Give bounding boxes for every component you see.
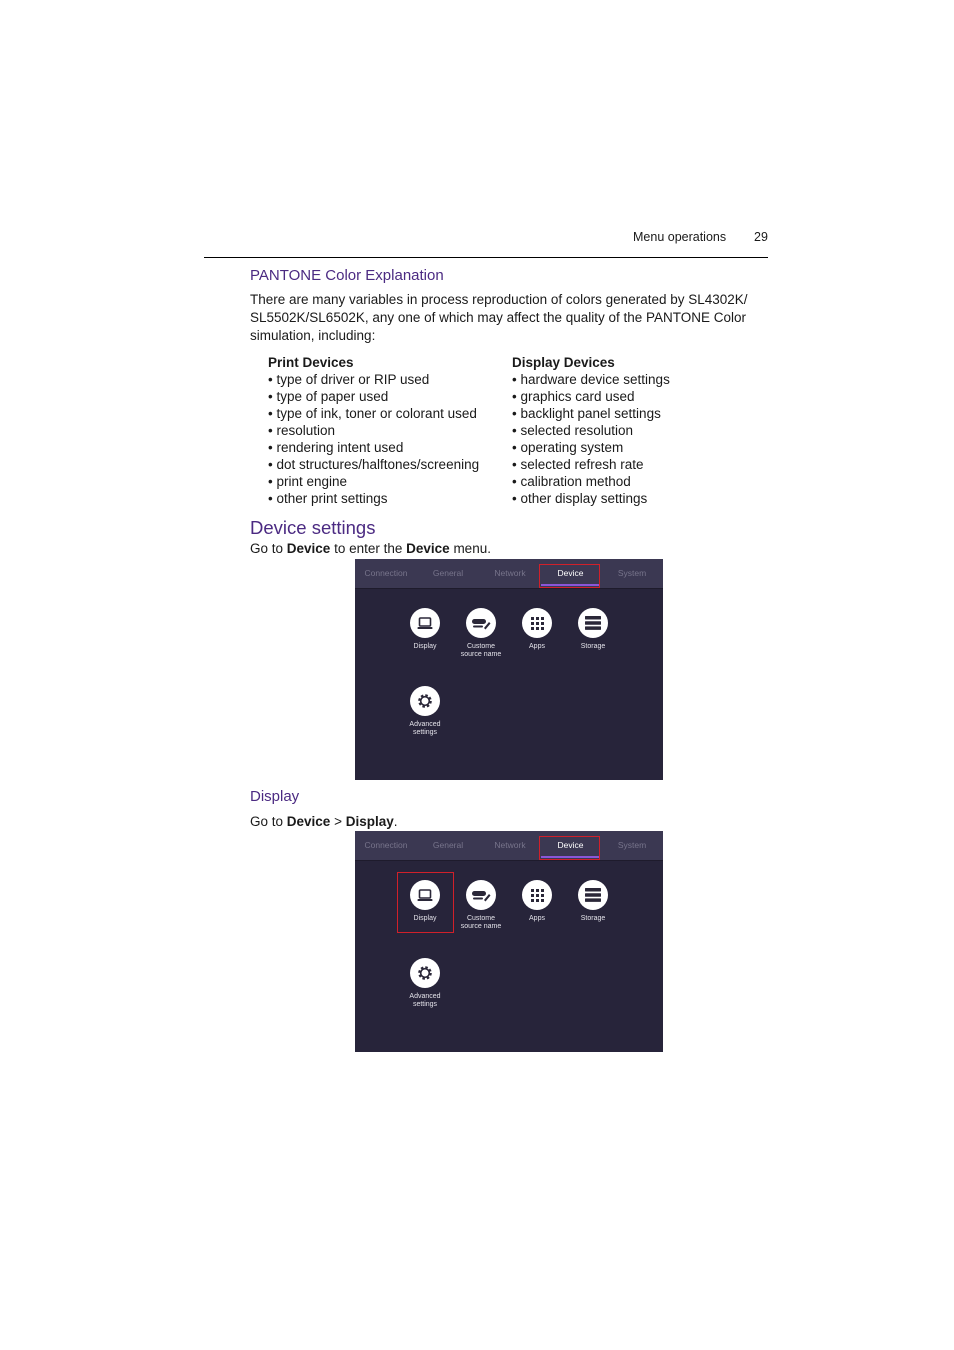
tile-display[interactable] [395, 880, 455, 923]
tile-label: Apps [529, 915, 545, 922]
list-item: • calibration method [512, 473, 670, 490]
instruction-bold: Device [286, 541, 331, 556]
device-settings-heading: Device settings [250, 517, 376, 538]
list-item: • backlight panel settings [512, 405, 670, 422]
intro-line: SL5502K/SL6502K, any one of which may affect the quality of the PANTONE Color [250, 309, 747, 325]
list-item: • graphics card used [512, 388, 670, 405]
tile-apps[interactable] [507, 880, 567, 923]
tile-apps[interactable] [507, 608, 567, 651]
tile-label-line: source name [460, 651, 502, 658]
print-devices-heading: Print Devices [268, 355, 354, 370]
pantone-intro [250, 291, 750, 345]
tile-storage[interactable] [563, 608, 623, 651]
list-item: • resolution [268, 422, 479, 439]
tile-label-line: Custome [466, 915, 495, 922]
tile-label-line: Advanced [409, 993, 441, 1000]
tab-network[interactable]: Network [494, 840, 526, 850]
tile-label: Apps [529, 643, 545, 650]
header-divider [204, 257, 768, 258]
list-item: • type of driver or RIP used [268, 371, 479, 388]
list-item: • hardware device settings [512, 371, 670, 388]
tile-label: Storage [580, 643, 606, 650]
tile-custom-source-name[interactable] [451, 608, 511, 659]
tile-label [395, 993, 455, 1009]
tile-label: Display [413, 915, 437, 922]
tile-custom-source-name[interactable] [451, 880, 511, 931]
apps-grid-icon [522, 880, 552, 910]
tab-network[interactable]: Network [494, 568, 526, 578]
intro-line: There are many variables in process reproduction of colors generated by SL4302K/ [250, 292, 748, 307]
gear-icon [410, 958, 440, 988]
tab-connection[interactable]: Connection [364, 568, 408, 578]
list-item: • other print settings [268, 490, 479, 507]
tile-label-line: settings [412, 729, 438, 736]
instruction-bold: Device [406, 541, 450, 556]
tile-storage[interactable] [563, 880, 623, 923]
laptop-icon [410, 608, 440, 638]
running-header-section: Menu operations [633, 230, 727, 244]
storage-icon [578, 880, 608, 910]
tile-label: Display [413, 643, 437, 650]
list-item: • type of paper used [268, 388, 479, 405]
list-item: • selected resolution [512, 422, 670, 439]
apps-grid-icon [522, 608, 552, 638]
tile-advanced-settings[interactable] [395, 958, 455, 1009]
pantone-heading: PANTONE Color Explanation [250, 267, 444, 284]
list-item: • selected refresh rate [512, 456, 670, 473]
tile-label: Storage [580, 915, 606, 922]
storage-icon [578, 608, 608, 638]
tab-general[interactable]: General [432, 840, 464, 850]
tile-label-line: source name [460, 923, 502, 930]
list-item: • other display settings [512, 490, 670, 507]
instruction-text: menu. [449, 541, 491, 556]
tab-general[interactable]: General [432, 568, 464, 578]
page-number: 29 [754, 230, 768, 244]
tab-connection[interactable]: Connection [364, 840, 408, 850]
list-item: • type of ink, toner or colorant used [268, 405, 479, 422]
tab-system[interactable]: System [617, 840, 647, 850]
list-item: • dot structures/halftones/screening [268, 456, 479, 473]
menu-tab-bar [355, 831, 663, 861]
instruction-text: Go to [250, 541, 287, 556]
tile-display[interactable] [395, 608, 455, 651]
tab-highlight-box [539, 564, 600, 588]
tile-advanced-settings[interactable] [395, 686, 455, 737]
rename-icon [466, 880, 496, 910]
instruction-bold: Device [286, 814, 331, 829]
tile-label-line: Custome [466, 643, 495, 650]
gear-icon [410, 686, 440, 716]
tab-highlight-box [539, 836, 600, 860]
instruction-bold: Display [345, 814, 394, 829]
menu-tab-bar [355, 559, 663, 589]
display-heading: Display [250, 788, 300, 805]
tile-label-line: settings [412, 1001, 438, 1008]
tab-device[interactable]: Device [557, 840, 584, 850]
instruction-text: . [393, 814, 398, 829]
display-devices-heading: Display Devices [512, 355, 615, 370]
tab-system[interactable]: System [617, 568, 647, 578]
display-menu-screenshot [355, 831, 663, 1052]
print-devices-column [268, 354, 479, 507]
tile-label [451, 915, 511, 931]
instruction-text: to enter the [330, 541, 407, 556]
list-item: • operating system [512, 439, 670, 456]
tile-label [451, 643, 511, 659]
intro-line: simulation, including: [250, 328, 376, 343]
display-devices-column [512, 354, 670, 507]
list-item: • print engine [268, 473, 479, 490]
instruction-text: Go to [250, 814, 287, 829]
list-item: • rendering intent used [268, 439, 479, 456]
device-settings-instruction [250, 541, 491, 556]
display-instruction [250, 814, 398, 829]
device-menu-screenshot [355, 559, 663, 780]
laptop-icon [410, 880, 440, 910]
instruction-text: > [330, 814, 346, 829]
rename-icon [466, 608, 496, 638]
tile-label-line: Advanced [409, 721, 441, 728]
tab-device[interactable]: Device [557, 568, 584, 578]
tile-label [395, 721, 455, 737]
